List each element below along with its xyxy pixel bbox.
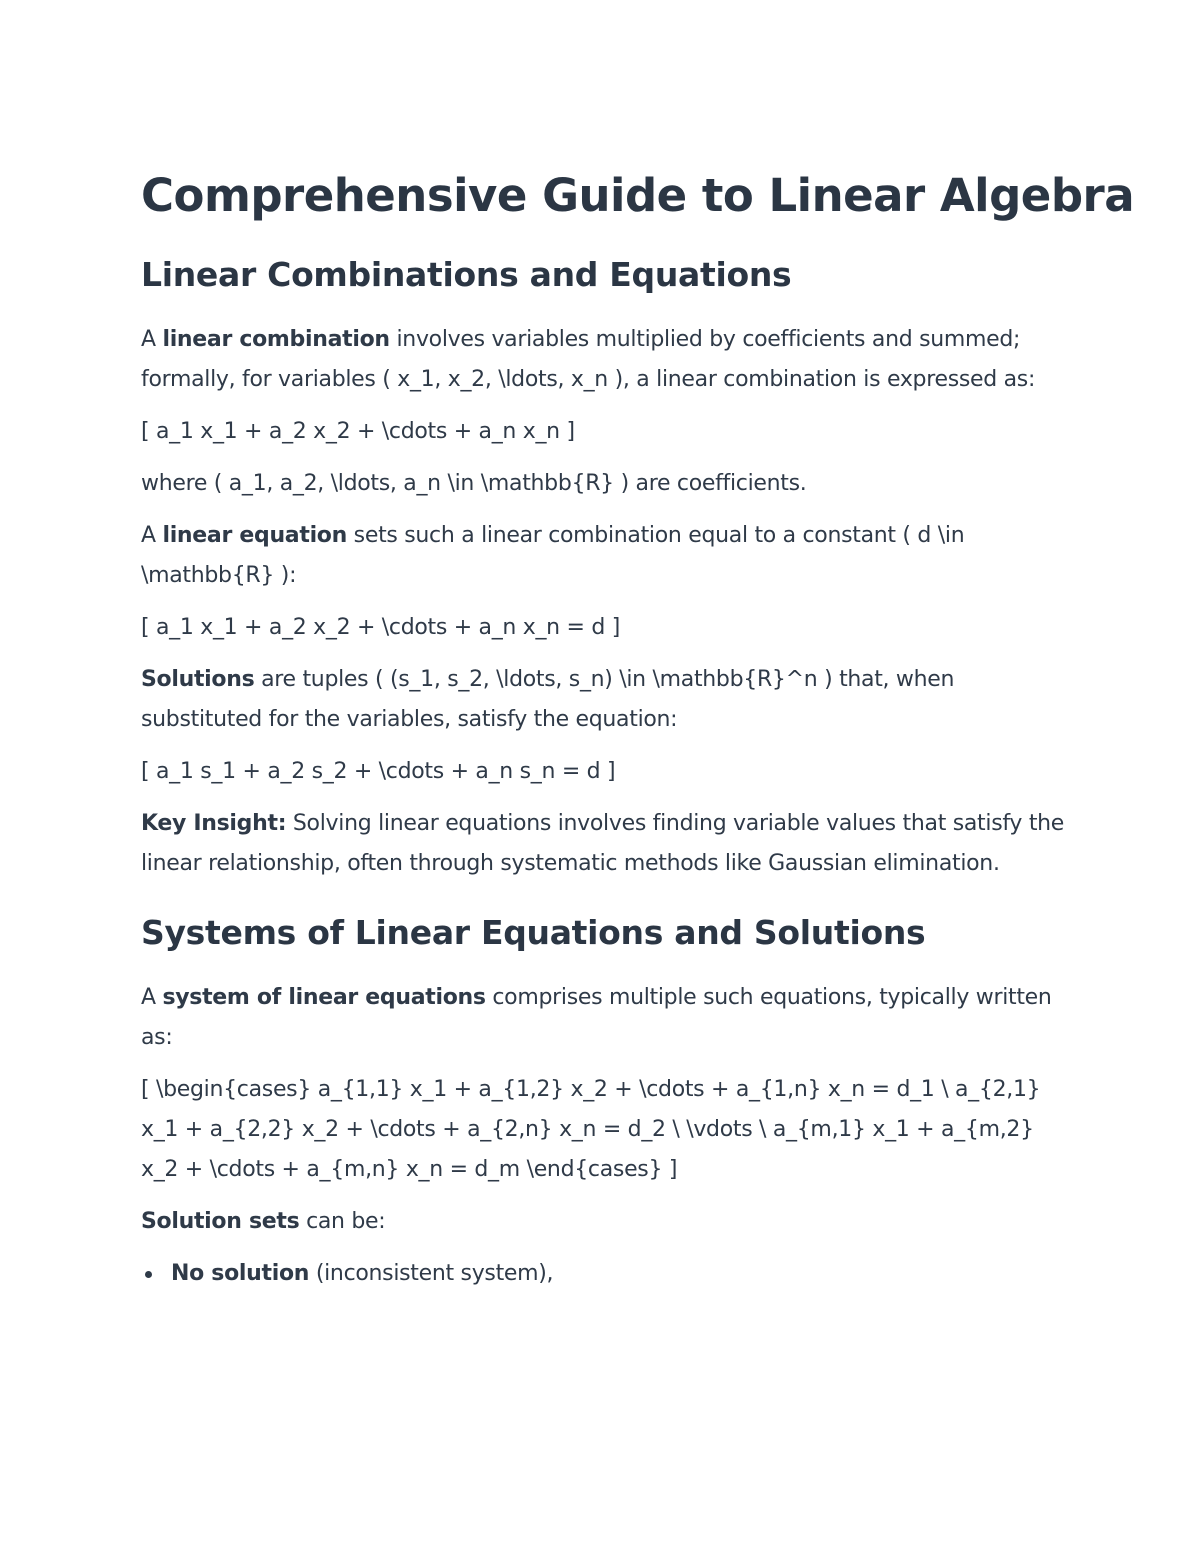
paragraph-linear-combination [141,320,1066,400]
page-title: Comprehensive Guide to Linear Algebra [141,169,1135,222]
term-linear-combination: linear combination [162,327,390,352]
paragraph-system-of-equations [141,978,1066,1058]
term-key-insight: Key Insight: [141,811,287,836]
paragraph-solution-sets [141,1202,1066,1242]
text-prefix: A [141,327,163,352]
paragraph-text: can be: [299,1209,386,1234]
text-prefix: A [141,985,163,1010]
paragraph-solutions [141,660,1066,740]
term-system-of-linear-equations: system of linear equations [162,985,486,1010]
paragraph-text: Solving linear equations involves finding variable values that satisfy the linear relationship, often through systematic methods like Gaussian elimination. [141,811,1065,876]
paragraph-coefficients: where ( a_1, a_2, \ldots, a_n \in \mathbb{R} ) are coefficients. [141,471,807,496]
text-prefix: A [141,523,163,548]
equation-solution: [ a_1 s_1 + a_2 s_2 + \cdots + a_n s_n = d ] [141,759,616,784]
list-item-text: (inconsistent system), [309,1261,554,1286]
equation-linear-combination: [ a_1 x_1 + a_2 x_2 + \cdots + a_n x_n ] [141,419,575,444]
bullet-icon [145,1271,152,1278]
paragraph-text: involves variables multiplied by coefficients and summed; formally, for variables ( x_1, x_2, \ldots, x_n ), a linear combination is expressed as: [141,327,1036,392]
term-linear-equation: linear equation [162,523,347,548]
document-page [141,168,1135,1294]
paragraph-text: are tuples ( (s_1, s_2, \ldots, s_n) \in \mathbb{R}^n ) that, when substituted for the variables, satisfy the equation: [141,667,955,732]
term-solution-sets: Solution sets [141,1209,300,1234]
section-heading-systems: Systems of Linear Equations and Solutions [141,913,926,952]
list-item-term: No solution [171,1261,310,1286]
term-solutions: Solutions [141,667,255,692]
equation-linear-equation: [ a_1 x_1 + a_2 x_2 + \cdots + a_n x_n = d ] [141,615,620,640]
list-item [171,1254,1066,1294]
section-heading-linear-combinations: Linear Combinations and Equations [141,255,792,294]
solution-sets-list [141,1254,1066,1294]
paragraph-text: sets such a linear combination equal to a constant ( d \in \mathbb{R} ): [141,523,965,588]
equation-system-cases: [ \begin{cases} a_{1,1} x_1 + a_{1,2} x_2 + \cdots + a_{1,n} x_n = d_1 \ a_{2,1} x_1 + a_{2,2} x_2 + \cdots + a_{2,n} x_n = d_2 \ \vdots \ a_{m,1} x_1 + a_{m,2} x_2 + \cdots + a_{m,n} x_n = d_m \end{cases} ] [141,1077,1041,1182]
paragraph-linear-equation [141,516,1066,596]
paragraph-key-insight [141,804,1066,884]
paragraph-text: comprises multiple such equations, typically written as: [141,985,1052,1050]
